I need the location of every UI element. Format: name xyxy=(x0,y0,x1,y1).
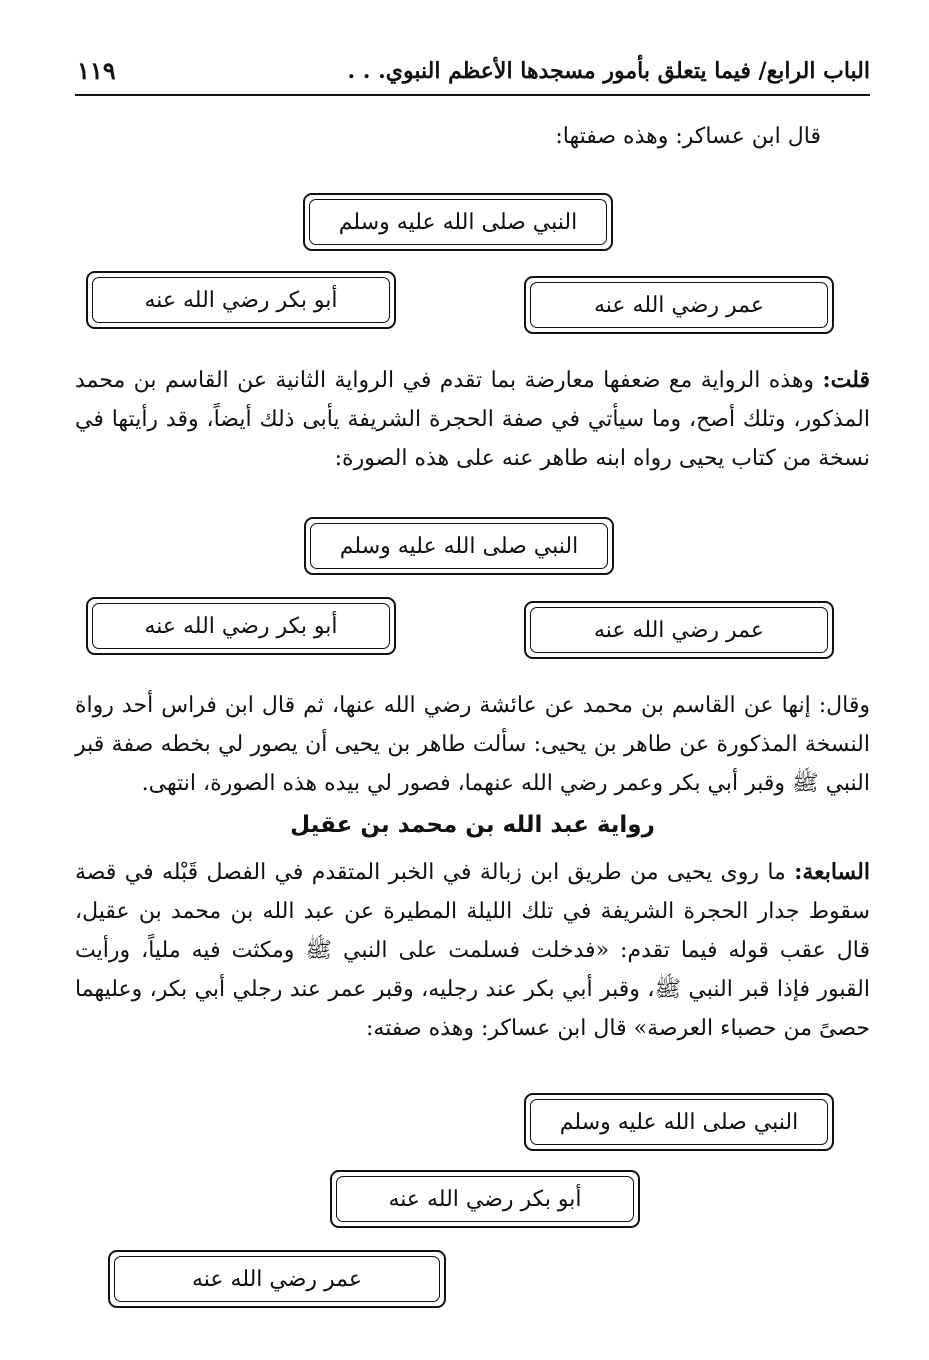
diagram2-abubakr-label: أبو بكر رضي الله عنه xyxy=(144,613,338,639)
page-number: ١١٩ xyxy=(77,56,116,85)
section-heading: رواية عبد الله بن محمد بن عقيل xyxy=(290,812,655,838)
paragraph-3: وقال: إنها عن القاسم بن محمد عن عائشة رضي الله عنها، ثم قال ابن فراس أحد رواة النسخة المذكورة عن طاهر بن يحيى: سألت طاهر بن يحيى أن يصور لي بخطه صفة قبر النبي ﷺ وقبر أبي بكر وعمر رضي الله عنهما، فصور لي بيده هذه الصورة، انتهى. xyxy=(75,693,870,796)
diagram2-umar-box xyxy=(524,601,834,659)
running-title: الباب الرابع/ فيما يتعلق بأمور مسجدها الأعظم النبوي. . . xyxy=(347,58,870,84)
paragraph-2-lead: قلت: xyxy=(822,367,870,393)
paragraph-4-text: ما روى يحيى من طريق ابن زبالة في الخبر المتقدم في الفصل قَبْله في قصة سقوط جدار الحجرة الشريفة في تلك الليلة المطيرة عن عبد الله بن محمد بن عقيل، قال عقب قوله فيما تقدم: «فدخلت فسلمت على النبي ﷺ ومكثت فيه ملياً، ورأيت القبور فإذا قبر النبي ﷺ، وقبر أبي بكر عند رجليه، وقبر عمر عند رجلي أبي بكر، وعليهما حصىً من حصباء العرصة» قال ابن عساكر: وهذه صفته: xyxy=(75,860,870,1041)
diagram1-prophet-label: النبي صلى الله عليه وسلم xyxy=(338,209,578,235)
diagram1-abubakr-box xyxy=(86,271,396,329)
paragraph-2 xyxy=(75,361,870,478)
diagram2-umar-label: عمر رضي الله عنه xyxy=(593,617,765,643)
paragraph-2-text: وهذه الرواية مع ضعفها معارضة بما تقدم في الرواية الثانية عن القاسم بن محمد المذكور، وتلك أصح، وما سيأتي في صفة الحجرة الشريفة يأبى ذلك أيضاً، وقد رأيتها في نسخة من كتاب يحيى رواه ابنه طاهر عنه على هذه الصورة: xyxy=(75,368,870,471)
diagram3-umar-label: عمر رضي الله عنه xyxy=(191,1266,363,1292)
diagram3-abubakr-label: أبو بكر رضي الله عنه xyxy=(388,1186,582,1212)
intro-line: قال ابن عساكر: وهذه صفتها: xyxy=(555,124,821,149)
diagram1-abubakr-label: أبو بكر رضي الله عنه xyxy=(144,287,338,313)
diagram2-prophet-box xyxy=(304,517,614,575)
diagram1-umar-box xyxy=(524,276,834,334)
page-header xyxy=(75,50,870,96)
diagram2-abubakr-box xyxy=(86,597,396,655)
paragraph-4 xyxy=(75,853,870,1048)
diagram2-prophet-label: النبي صلى الله عليه وسلم xyxy=(339,533,579,559)
diagram1-prophet-box xyxy=(303,193,613,251)
diagram3-prophet-label: النبي صلى الله عليه وسلم xyxy=(559,1109,799,1135)
diagram3-prophet-box xyxy=(524,1093,834,1151)
paragraph-4-lead: السابعة: xyxy=(794,859,870,885)
diagram3-umar-box xyxy=(108,1250,446,1308)
diagram3-abubakr-box xyxy=(330,1170,640,1228)
diagram1-umar-label: عمر رضي الله عنه xyxy=(593,292,765,318)
